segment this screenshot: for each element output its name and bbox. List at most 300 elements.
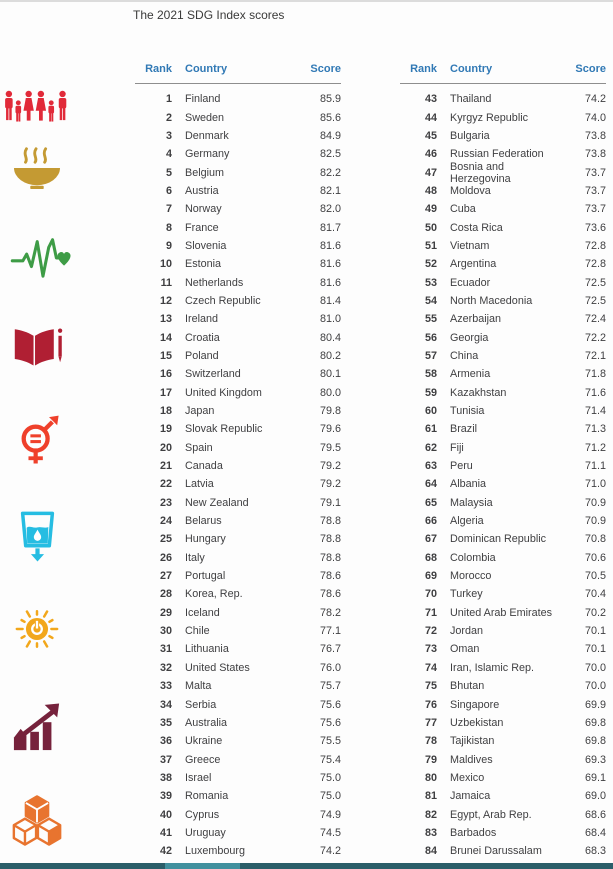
country-cell: Fiji — [450, 441, 464, 454]
score-cell: 78.2 — [319, 606, 341, 619]
table-row — [400, 439, 606, 457]
gender-equality-icon — [17, 414, 61, 469]
rank-cell: 21 — [159, 460, 172, 473]
rank-cell: 19 — [159, 423, 172, 436]
score-cell: 85.6 — [319, 111, 341, 124]
table-row — [400, 805, 606, 823]
rank-cell: 10 — [159, 258, 172, 271]
rank-cell: 5 — [165, 166, 172, 179]
rank-cell: 3 — [165, 129, 172, 142]
table-row — [135, 365, 341, 383]
score-cell: 74.0 — [584, 111, 606, 124]
rank-cell: 24 — [159, 515, 172, 528]
score-cell: 72.8 — [584, 258, 606, 271]
country-cell: Korea, Rep. — [185, 588, 243, 601]
score-cell: 69.9 — [584, 698, 606, 711]
rank-cell: 81 — [424, 790, 437, 803]
score-cell: 78.8 — [319, 551, 341, 564]
rank-cell: 31 — [159, 643, 172, 656]
rank-cell: 55 — [424, 313, 437, 326]
score-cell: 70.1 — [584, 643, 606, 656]
rank-cell: 9 — [165, 239, 172, 252]
table-row — [400, 200, 606, 218]
table-row — [135, 695, 341, 713]
table-row — [135, 90, 341, 108]
table-row — [135, 714, 341, 732]
table-row — [135, 677, 341, 695]
country-cell: Tajikistan — [450, 735, 495, 748]
country-cell: Czech Republic — [185, 294, 261, 307]
country-cell: Oman — [450, 643, 480, 656]
country-cell: Luxembourg — [185, 845, 246, 858]
score-cell: 71.1 — [584, 460, 606, 473]
table-row — [400, 182, 606, 200]
country-cell: Kazakhstan — [450, 386, 507, 399]
rank-cell: 59 — [424, 386, 437, 399]
country-cell: Uzbekistan — [450, 716, 504, 729]
score-cell: 72.8 — [584, 239, 606, 252]
rank-cell: 27 — [159, 570, 172, 583]
score-cell: 81.6 — [319, 276, 341, 289]
country-column-header: Country — [450, 63, 493, 75]
rank-cell: 70 — [424, 588, 437, 601]
rank-cell: 73 — [424, 643, 437, 656]
rank-cell: 64 — [424, 478, 437, 491]
country-cell: Vietnam — [450, 239, 490, 252]
country-cell: Costa Rica — [450, 221, 503, 234]
rank-cell: 4 — [165, 148, 172, 161]
score-cell: 68.3 — [584, 845, 606, 858]
rank-cell: 34 — [159, 698, 172, 711]
rank-cell: 43 — [424, 93, 437, 106]
country-cell: Latvia — [185, 478, 214, 491]
country-cell: Cyprus — [185, 808, 220, 821]
table-row — [135, 127, 341, 145]
rank-cell: 32 — [159, 661, 172, 674]
table-row — [135, 347, 341, 365]
rank-cell: 66 — [424, 515, 437, 528]
scrollbar-thumb[interactable] — [165, 863, 240, 869]
score-cell: 80.4 — [319, 331, 341, 344]
table-row — [135, 200, 341, 218]
score-cell: 75.0 — [319, 790, 341, 803]
table-row — [400, 494, 606, 512]
country-cell: Hungary — [185, 533, 226, 546]
country-cell: Poland — [185, 349, 219, 362]
rank-cell: 80 — [424, 771, 437, 784]
rank-cell: 36 — [159, 735, 172, 748]
table-row — [400, 622, 606, 640]
rank-cell: 60 — [424, 405, 437, 418]
score-cell: 77.1 — [319, 625, 341, 638]
score-cell: 79.8 — [319, 405, 341, 418]
score-cell: 73.6 — [584, 221, 606, 234]
rank-cell: 56 — [424, 331, 437, 344]
score-cell: 69.8 — [584, 735, 606, 748]
country-cell: New Zealand — [185, 496, 249, 509]
country-cell: Egypt, Arab Rep. — [450, 808, 532, 821]
table-row — [400, 273, 606, 291]
rank-cell: 15 — [159, 349, 172, 362]
table-row — [135, 750, 341, 768]
table-row — [400, 750, 606, 768]
rank-cell: 58 — [424, 368, 437, 381]
page-title: The 2021 SDG Index scores — [133, 8, 285, 22]
rank-cell: 26 — [159, 551, 172, 564]
country-cell: Slovak Republic — [185, 423, 263, 436]
score-cell: 74.9 — [319, 808, 341, 821]
country-cell: Singapore — [450, 698, 500, 711]
table-row — [400, 842, 606, 860]
country-cell: Sweden — [185, 111, 225, 124]
table-row — [135, 273, 341, 291]
country-cell: Jamaica — [450, 790, 491, 803]
country-cell: North Macedonia — [450, 294, 533, 307]
score-cell: 75.6 — [319, 716, 341, 729]
rank-cell: 18 — [159, 405, 172, 418]
country-cell: Austria — [185, 184, 219, 197]
table-row — [400, 108, 606, 126]
country-cell: United Kingdom — [185, 386, 262, 399]
country-cell: Belgium — [185, 166, 225, 179]
score-cell: 75.0 — [319, 771, 341, 784]
country-cell: Malaysia — [450, 496, 493, 509]
country-cell: Slovenia — [185, 239, 227, 252]
score-cell: 72.1 — [584, 349, 606, 362]
country-cell: Israel — [185, 771, 212, 784]
table-row — [400, 732, 606, 750]
rank-cell: 38 — [159, 771, 172, 784]
country-cell: Dominican Republic — [450, 533, 547, 546]
table-row — [135, 310, 341, 328]
score-cell: 70.8 — [584, 533, 606, 546]
score-column-header: Score — [310, 63, 341, 75]
country-cell: Moldova — [450, 184, 491, 197]
table-row — [400, 218, 606, 236]
score-cell: 82.5 — [319, 148, 341, 161]
score-cell: 76.0 — [319, 661, 341, 674]
rank-cell: 30 — [159, 625, 172, 638]
country-cell: United Arab Emirates — [450, 606, 553, 619]
rank-cell: 33 — [159, 680, 172, 693]
table-row — [135, 530, 341, 548]
score-cell: 81.4 — [319, 294, 341, 307]
table-row — [400, 787, 606, 805]
rank-cell: 11 — [160, 276, 172, 289]
country-cell: Bosnia and Herzegovina — [450, 160, 511, 185]
table-row — [400, 640, 606, 658]
score-cell: 72.5 — [584, 294, 606, 307]
rank-cell: 13 — [159, 313, 172, 326]
score-cell: 81.6 — [319, 239, 341, 252]
score-cell: 75.7 — [319, 680, 341, 693]
table-row — [400, 475, 606, 493]
score-cell: 75.4 — [319, 753, 341, 766]
table-row — [400, 402, 606, 420]
score-cell: 75.6 — [319, 698, 341, 711]
country-cell: Peru — [450, 460, 473, 473]
score-cell: 71.2 — [584, 441, 606, 454]
rank-column-header: Rank — [145, 63, 172, 75]
rank-cell: 16 — [159, 368, 172, 381]
table-row — [135, 145, 341, 163]
rank-cell: 51 — [424, 239, 437, 252]
score-cell: 75.5 — [319, 735, 341, 748]
rank-cell: 20 — [159, 441, 172, 454]
rank-cell: 41 — [159, 826, 172, 839]
country-cell: Italy — [185, 551, 205, 564]
rank-cell: 74 — [424, 661, 437, 674]
horizontal-scrollbar[interactable] — [0, 863, 613, 869]
rank-cell: 48 — [424, 184, 437, 197]
table-row — [135, 255, 341, 273]
score-cell: 80.0 — [319, 386, 341, 399]
table-row — [135, 439, 341, 457]
rank-cell: 46 — [424, 148, 437, 161]
country-cell: Netherlands — [185, 276, 244, 289]
score-cell: 68.4 — [584, 826, 606, 839]
score-cell: 71.4 — [584, 405, 606, 418]
rank-cell: 2 — [165, 111, 172, 124]
score-cell: 70.4 — [584, 588, 606, 601]
rank-cell: 69 — [424, 570, 437, 583]
score-cell: 79.6 — [319, 423, 341, 436]
table-row — [135, 842, 341, 860]
score-cell: 70.1 — [584, 625, 606, 638]
rank-cell: 1 — [165, 93, 172, 106]
rank-cell: 22 — [159, 478, 172, 491]
score-cell: 70.0 — [584, 680, 606, 693]
country-cell: Chile — [185, 625, 210, 638]
score-cell: 79.2 — [319, 478, 341, 491]
rank-cell: 83 — [424, 826, 437, 839]
country-cell: Thailand — [450, 93, 492, 106]
clean-water-icon — [20, 511, 55, 563]
country-cell: China — [450, 349, 479, 362]
table-row — [135, 328, 341, 346]
country-cell: Australia — [185, 716, 228, 729]
score-cell: 73.7 — [584, 184, 606, 197]
rank-cell: 79 — [424, 753, 437, 766]
country-cell: Ireland — [185, 313, 219, 326]
table-row — [135, 787, 341, 805]
score-cell: 69.8 — [584, 716, 606, 729]
country-cell: Albania — [450, 478, 487, 491]
score-cell: 81.0 — [319, 313, 341, 326]
health-heartbeat-icon — [10, 234, 74, 280]
table-row — [135, 108, 341, 126]
table-row — [135, 292, 341, 310]
rank-cell: 65 — [424, 496, 437, 509]
table-row — [400, 457, 606, 475]
table-row — [135, 622, 341, 640]
rank-cell: 25 — [159, 533, 172, 546]
country-cell: Brazil — [450, 423, 477, 436]
rank-cell: 62 — [424, 441, 437, 454]
industry-innovation-cubes-icon — [12, 792, 62, 849]
rank-cell: 54 — [424, 294, 437, 307]
table-row — [400, 328, 606, 346]
country-cell: Kyrgyz Republic — [450, 111, 529, 124]
table-body — [135, 84, 341, 860]
score-cell: 72.2 — [584, 331, 606, 344]
rank-cell: 40 — [159, 808, 172, 821]
rank-cell: 28 — [159, 588, 172, 601]
score-column-header: Score — [575, 63, 606, 75]
table-row — [400, 365, 606, 383]
rank-cell: 17 — [159, 386, 172, 399]
table-row — [400, 420, 606, 438]
rank-cell: 84 — [424, 845, 437, 858]
table-row — [400, 160, 606, 185]
education-book-icon — [12, 322, 64, 370]
table-row — [400, 127, 606, 145]
table-row — [400, 384, 606, 402]
country-cell: Serbia — [185, 698, 217, 711]
rank-cell: 63 — [424, 460, 437, 473]
score-cell: 69.1 — [584, 771, 606, 784]
country-cell: Switzerland — [185, 368, 241, 381]
country-column-header: Country — [185, 63, 228, 75]
country-cell: Spain — [185, 441, 213, 454]
country-cell: Bhutan — [450, 680, 485, 693]
rank-cell: 6 — [165, 184, 172, 197]
rank-cell: 61 — [424, 423, 437, 436]
table-row — [400, 549, 606, 567]
score-cell: 84.9 — [319, 129, 341, 142]
country-cell: Canada — [185, 460, 223, 473]
table-row — [135, 218, 341, 236]
score-cell: 72.5 — [584, 276, 606, 289]
table-row — [400, 714, 606, 732]
score-cell: 82.0 — [319, 203, 341, 216]
country-cell: Maldives — [450, 753, 493, 766]
score-cell: 74.2 — [584, 93, 606, 106]
score-cell: 70.2 — [584, 606, 606, 619]
country-cell: Finland — [185, 93, 221, 106]
score-cell: 74.5 — [319, 826, 341, 839]
rank-cell: 47 — [424, 166, 437, 179]
score-cell: 79.1 — [319, 496, 341, 509]
table-row — [400, 567, 606, 585]
country-cell: Portugal — [185, 570, 226, 583]
score-cell: 73.8 — [584, 148, 606, 161]
country-cell: Brunei Darussalam — [450, 845, 542, 858]
food-bowl-icon — [12, 144, 62, 190]
score-cell: 81.7 — [319, 221, 341, 234]
table-row — [400, 824, 606, 842]
score-cell: 73.8 — [584, 129, 606, 142]
country-cell: Armenia — [450, 368, 491, 381]
score-cell: 85.9 — [319, 93, 341, 106]
rank-cell: 14 — [159, 331, 172, 344]
score-cell: 78.8 — [319, 515, 341, 528]
country-cell: Georgia — [450, 331, 489, 344]
country-cell: Norway — [185, 203, 222, 216]
economic-growth-chart-icon — [12, 702, 62, 752]
table-row — [135, 512, 341, 530]
country-cell: Iran, Islamic Rep. — [450, 661, 535, 674]
table-body — [400, 84, 606, 860]
rank-cell: 75 — [424, 680, 437, 693]
rank-cell: 78 — [424, 735, 437, 748]
score-cell: 72.4 — [584, 313, 606, 326]
country-cell: Croatia — [185, 331, 220, 344]
score-cell: 78.8 — [319, 533, 341, 546]
table-row — [400, 695, 606, 713]
score-cell: 80.1 — [319, 368, 341, 381]
country-cell: United States — [185, 661, 250, 674]
table-row — [400, 310, 606, 328]
rank-cell: 71 — [424, 606, 437, 619]
table-row — [400, 255, 606, 273]
country-cell: Romania — [185, 790, 229, 803]
table-row — [135, 640, 341, 658]
table-row — [400, 659, 606, 677]
country-cell: Cuba — [450, 203, 476, 216]
country-cell: Belarus — [185, 515, 222, 528]
country-cell: Ecuador — [450, 276, 491, 289]
score-cell: 70.5 — [584, 570, 606, 583]
ranking-table-right — [400, 62, 606, 860]
table-row — [135, 549, 341, 567]
country-cell: Estonia — [185, 258, 222, 271]
score-cell: 73.7 — [584, 166, 606, 179]
table-row — [135, 585, 341, 603]
table-row — [135, 237, 341, 255]
table-row — [400, 604, 606, 622]
table-row — [135, 182, 341, 200]
score-cell: 82.2 — [319, 166, 341, 179]
table-header — [135, 62, 341, 84]
score-cell: 78.6 — [319, 570, 341, 583]
score-cell: 69.3 — [584, 753, 606, 766]
rank-cell: 37 — [159, 753, 172, 766]
country-cell: France — [185, 221, 219, 234]
rank-cell: 35 — [159, 716, 172, 729]
country-cell: Malta — [185, 680, 212, 693]
country-cell: Greece — [185, 753, 221, 766]
table-row — [135, 604, 341, 622]
country-cell: Iceland — [185, 606, 220, 619]
table-row — [135, 457, 341, 475]
rank-cell: 76 — [424, 698, 437, 711]
table-row — [135, 494, 341, 512]
rank-cell: 53 — [424, 276, 437, 289]
country-cell: Azerbaijan — [450, 313, 502, 326]
rank-cell: 57 — [424, 349, 437, 362]
rank-column-header: Rank — [410, 63, 437, 75]
country-cell: Algeria — [450, 515, 484, 528]
table-row — [400, 90, 606, 108]
country-cell: Bulgaria — [450, 129, 490, 142]
rank-cell: 52 — [424, 258, 437, 271]
table-row — [400, 769, 606, 787]
score-cell: 70.9 — [584, 496, 606, 509]
table-row — [400, 585, 606, 603]
score-cell: 80.2 — [319, 349, 341, 362]
score-cell: 71.6 — [584, 386, 606, 399]
country-cell: Turkey — [450, 588, 483, 601]
score-cell: 81.6 — [319, 258, 341, 271]
rank-cell: 68 — [424, 551, 437, 564]
table-row — [400, 677, 606, 695]
rank-cell: 8 — [165, 221, 172, 234]
table-header — [400, 62, 606, 84]
score-cell: 78.6 — [319, 588, 341, 601]
rank-cell: 23 — [159, 496, 172, 509]
country-cell: Morocco — [450, 570, 492, 583]
